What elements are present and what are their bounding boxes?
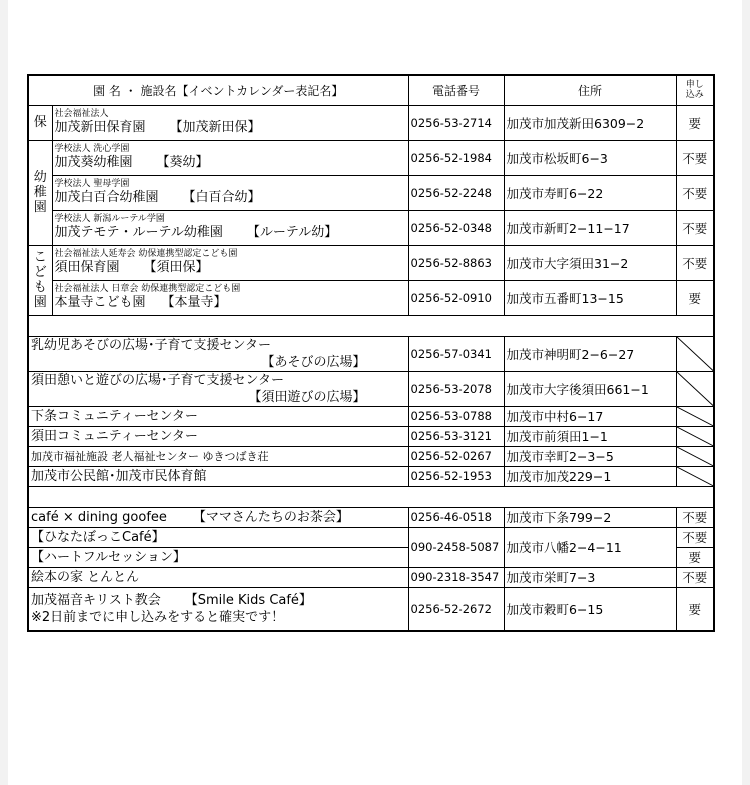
address-cell: 加茂市大字須田31−2 [504, 245, 676, 280]
table-row [28, 446, 714, 466]
calendar-tag: 【須田遊びの広場】 [248, 389, 366, 405]
table-row [28, 175, 714, 210]
section-separator [28, 315, 714, 336]
tel-cell: 0256-53-3121 [408, 426, 504, 446]
tel-cell: 0256-52-0267 [408, 446, 504, 466]
apply-na-cell [676, 466, 714, 486]
facility-cell [52, 210, 408, 245]
category-kodomoen: こ ど も 園 [28, 245, 52, 315]
apply-cell: 要 [676, 547, 714, 567]
calendar-tag: 【白百合幼】 [182, 190, 261, 205]
facility-cell [52, 140, 408, 175]
address-cell: 加茂市神明町2−6−27 [504, 336, 676, 371]
calendar-tag: 【Smile Kids Café】 [184, 592, 312, 608]
apply-cell: 要 [676, 280, 714, 315]
header-row [28, 75, 714, 105]
apply-na-cell [676, 446, 714, 466]
table-row [28, 371, 714, 406]
apply-cell: 要 [676, 587, 714, 631]
tel-cell: 090-2318-3547 [408, 567, 504, 587]
table-row [28, 426, 714, 446]
address-cell: 加茂市寿町6−22 [504, 175, 676, 210]
table-row [28, 466, 714, 486]
address-cell: 加茂市中村6−17 [504, 406, 676, 426]
table-row [28, 280, 714, 315]
table-row [28, 336, 714, 371]
address-cell: 加茂市松坂町6−3 [504, 140, 676, 175]
facility-name: 【ハートフルセッション】 [28, 547, 408, 567]
facility-name: 加茂テモテ・ルーテル幼稚園 [54, 225, 223, 240]
facility-name: 須田保育園 [54, 260, 120, 275]
facility-name: 下条コミュニティーセンター [28, 406, 408, 426]
tel-cell: 0256-52-0910 [408, 280, 504, 315]
address-cell: 加茂市八幡2−4−11 [504, 527, 676, 567]
tel-cell: 0256-52-2672 [408, 587, 504, 631]
table-row [28, 140, 714, 175]
address-cell: 加茂市新町2−11−17 [504, 210, 676, 245]
facility-name: 加茂福音キリスト教会 [31, 592, 161, 608]
facility-cell [28, 507, 408, 527]
address-cell: 加茂市加茂229−1 [504, 466, 676, 486]
table-row [28, 567, 714, 587]
note-text: ※2日前までに申し込みをすると確実です！ [31, 609, 285, 625]
facility-name: 加茂市公民館･加茂市民体育館 [28, 466, 408, 486]
facility-cell [52, 245, 408, 280]
calendar-tag: 【あそびの広場】 [261, 354, 366, 370]
facility-name: café × dining goofee [31, 509, 167, 525]
category-youchien: 幼 稚 園 [28, 140, 52, 245]
tel-cell: 0256-52-8863 [408, 245, 504, 280]
tel-cell: 0256-52-1953 [408, 466, 504, 486]
facility-cell [52, 280, 408, 315]
facility-directory-table [27, 74, 715, 632]
category-hoikuen: 保 [28, 105, 52, 140]
table-row [28, 527, 714, 547]
tel-cell: 0256-53-0788 [408, 406, 504, 426]
facility-name: 絵本の家 とんとん [28, 567, 408, 587]
apply-cell: 不要 [676, 507, 714, 527]
apply-cell: 不要 [676, 175, 714, 210]
address-cell: 加茂市穀町6−15 [504, 587, 676, 631]
apply-cell: 不要 [676, 210, 714, 245]
facility-name: 須田憩いと遊びの広場･子育て支援センター [31, 372, 284, 388]
org-label: 学校法人 新潟ルーテル学園 [54, 214, 165, 224]
facility-cell [28, 336, 408, 371]
facility-name: 【ひなたぼっこCafé】 [28, 527, 408, 547]
calendar-tag: 【須田保】 [143, 260, 209, 275]
address-cell: 加茂市前須田1−1 [504, 426, 676, 446]
apply-na-cell [676, 336, 714, 371]
apply-cell: 不要 [676, 245, 714, 280]
facility-name: 須田コミュニティーセンター [28, 426, 408, 446]
table-row [28, 406, 714, 426]
address-cell: 加茂市加茂新田6309−2 [504, 105, 676, 140]
address-cell: 加茂市下条799−2 [504, 507, 676, 527]
facility-cell [28, 587, 408, 631]
tel-cell: 0256-52-1984 [408, 140, 504, 175]
facility-cell [52, 175, 408, 210]
apply-cell: 不要 [676, 140, 714, 175]
header-name: 園 名 ・ 施設名【イベントカレンダー表記名】 [28, 75, 408, 105]
calendar-tag: 【ルーテル幼】 [246, 225, 338, 240]
org-label: 社会福祉法人 日章会 幼保連携型認定こども園 [54, 284, 241, 294]
apply-cell: 不要 [676, 527, 714, 547]
org-label: 社会福祉法人 [54, 109, 109, 119]
table-row [28, 587, 714, 631]
tel-cell: 0256-53-2078 [408, 371, 504, 406]
table-row [28, 210, 714, 245]
tel-cell: 090-2458-5087 [408, 527, 504, 567]
facility-name: 乳幼児あそびの広場･子育て支援センター [31, 337, 271, 353]
apply-na-cell [676, 426, 714, 446]
apply-cell: 要 [676, 105, 714, 140]
address-cell: 加茂市五番町13−15 [504, 280, 676, 315]
facility-cell [52, 105, 408, 140]
header-apply: 申し 込み [676, 75, 714, 105]
calendar-tag: 【ママさんたちのお茶会】 [192, 509, 349, 525]
address-cell: 加茂市大字後須田661−1 [504, 371, 676, 406]
table-row [28, 245, 714, 280]
tel-cell: 0256-57-0341 [408, 336, 504, 371]
apply-cell: 不要 [676, 567, 714, 587]
tel-cell: 0256-52-2248 [408, 175, 504, 210]
section-separator [28, 486, 714, 507]
header-address: 住所 [504, 75, 676, 105]
table-row [28, 507, 714, 527]
address-cell: 加茂市栄町7−3 [504, 567, 676, 587]
facility-name: 本量寺こども園 [54, 295, 146, 310]
apply-na-cell [676, 406, 714, 426]
tel-cell: 0256-53-2714 [408, 105, 504, 140]
calendar-tag: 【本量寺】 [161, 295, 227, 310]
tel-cell: 0256-52-0348 [408, 210, 504, 245]
apply-na-cell [676, 371, 714, 406]
facility-name: 加茂市福祉施設 老人福祉センター ゆきつばき荘 [28, 446, 408, 466]
org-label: 学校法人 洗心学園 [54, 144, 130, 154]
address-cell: 加茂市幸町2−3−5 [504, 446, 676, 466]
facility-cell [28, 371, 408, 406]
header-tel: 電話番号 [408, 75, 504, 105]
facility-name: 加茂葵幼稚園 [54, 155, 133, 170]
facility-name: 加茂新田保育園 [54, 120, 146, 135]
calendar-tag: 【加茂新田保】 [169, 120, 261, 135]
org-label: 社会福祉法人延寿会 幼保連携型認定こども園 [54, 249, 238, 259]
org-label: 学校法人 聖母学園 [54, 179, 130, 189]
tel-cell: 0256-46-0518 [408, 507, 504, 527]
calendar-tag: 【葵幼】 [156, 155, 209, 170]
table-row [28, 105, 714, 140]
facility-name: 加茂白百合幼稚園 [54, 190, 159, 205]
